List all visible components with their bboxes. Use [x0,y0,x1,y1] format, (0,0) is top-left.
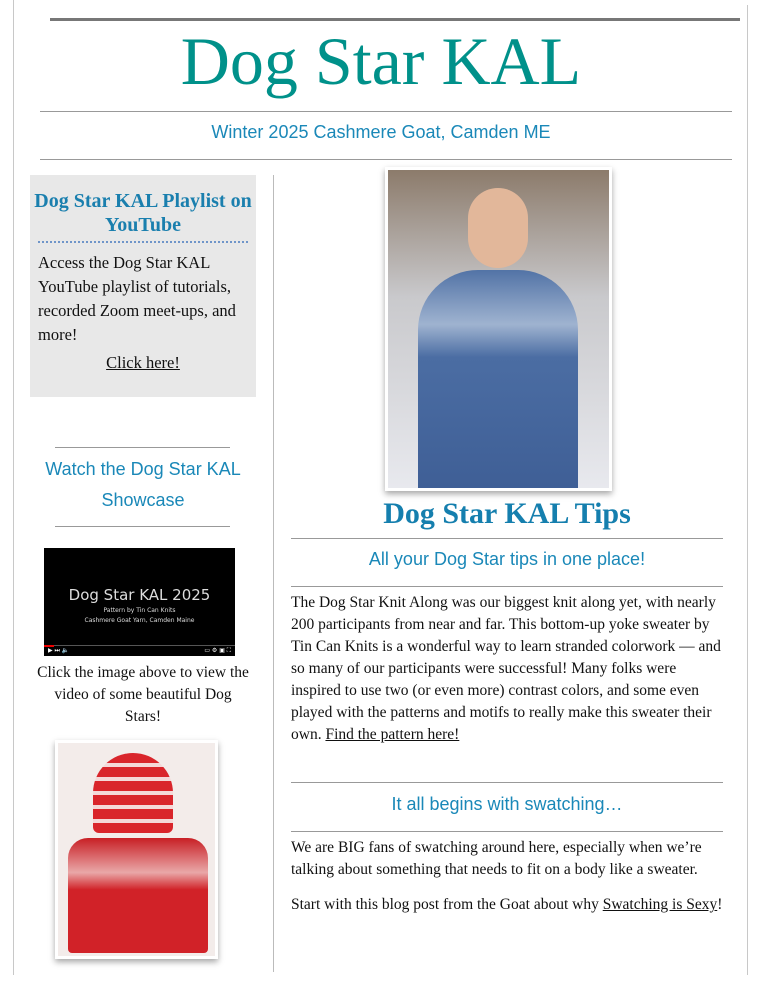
text: ! [717,896,723,913]
video-caption: Click the image above to view the video of some beautiful Dog Stars! [37,664,249,725]
playlist-title: Dog Star KAL Playlist on YouTube [34,190,252,236]
video-line: Pattern by Tin Can Knits [103,607,176,614]
page-title: Dog Star KAL [180,23,582,99]
fullscreen-icon[interactable]: ▭ ⚙ ▣ ⛶ [204,647,231,654]
intro-paragraph [291,592,725,746]
showcase-video-thumbnail[interactable] [44,548,235,656]
red-sweater-photo [55,740,218,959]
text: Start with this blog post from the Goat about why [291,896,603,913]
swatching-link[interactable]: Swatching is Sexy [602,896,718,913]
swatching-heading: It all begins with swatching… [391,794,623,814]
playlist-link[interactable]: Click here! [106,353,180,372]
swatching-paragraph: We are BIG fans of swatching around here, especially when we’re talking about something that needs to fit on a body like a sweater. [291,839,702,878]
divider [55,447,230,448]
divider [291,586,723,587]
divider [291,538,723,539]
divider [40,111,732,112]
tips-heading: Dog Star KAL Tips [383,497,631,530]
page-border-right [747,5,748,975]
divider [291,831,723,832]
swatching-blog-paragraph [291,894,725,916]
column-divider [273,175,274,972]
divider [291,782,723,783]
pattern-link[interactable]: Find the pattern here! [325,726,460,743]
play-icon[interactable]: ▶ ⏭ 🔈 [48,647,70,654]
video-line: Cashmere Goat Yarn, Camden Maine [84,617,195,624]
top-rule [50,18,740,21]
page-subtitle: Winter 2025 Cashmere Goat, Camden ME [211,122,551,142]
page-border-left [13,0,14,975]
showcase-heading[interactable]: Watch the Dog Star KAL Showcase [45,459,241,510]
divider [40,159,732,160]
tips-subheading: All your Dog Star tips in one place! [368,549,646,569]
divider [55,526,230,527]
dotted-divider [38,241,248,243]
playlist-text: Access the Dog Star KAL YouTube playlist of tutorials, recorded Zoom meet-ups, and more! [38,253,236,344]
video-title: Dog Star KAL 2025 [68,586,211,604]
video-progress-bar[interactable] [44,645,235,646]
playlist-box [30,175,256,397]
knitter-photo [385,167,612,491]
intro-text: The Dog Star Knit Along was our biggest knit along yet, with nearly 200 participants from near and far. This bottom-up yoke sweater by Tin Can Knits is a wonderful way to learn stranded colorwork — and so many of our participants were successful! Many folks were inspired to use two (or even more) contrast colors, and some even played with the patterns and motifs to really make this sweater their own. [291,594,721,743]
